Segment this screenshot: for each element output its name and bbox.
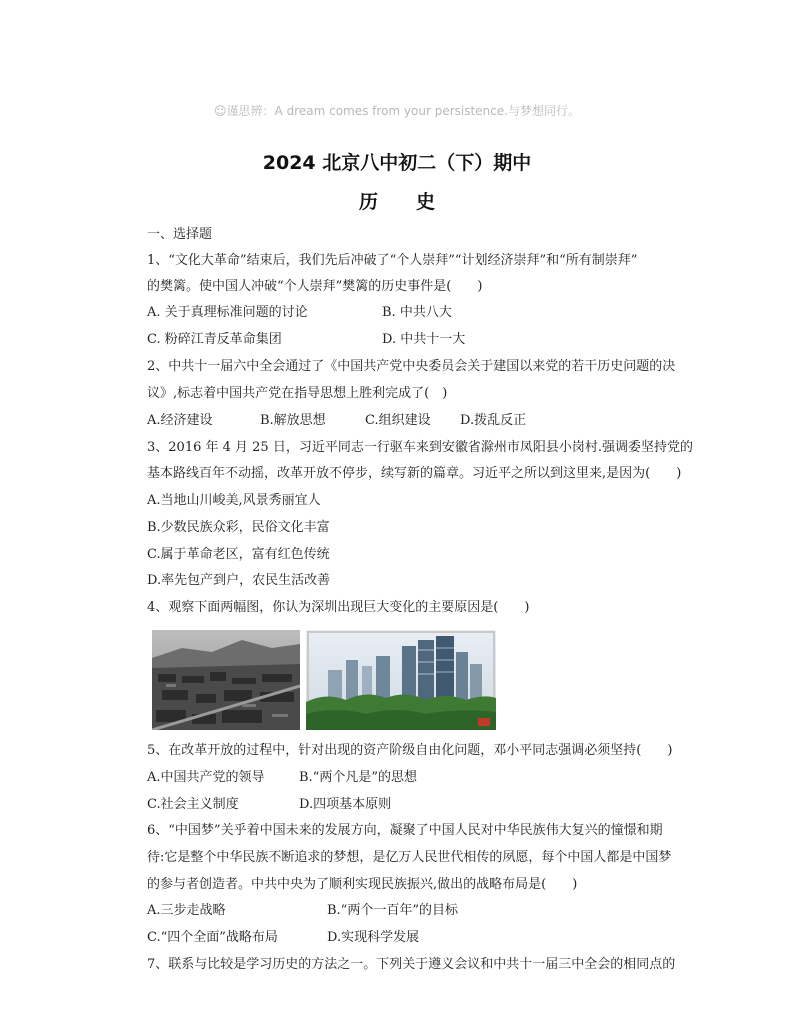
q1-stem-line-1: 1、“文化大革命”结束后，我们先后冲破了“个人崇拜”“计划经济崇拜”和“所有制崇拜” [147, 253, 638, 268]
old-shenzhen-photo [152, 630, 300, 730]
modern-shenzhen-photo-image [306, 630, 496, 730]
q7-stem-line-1: 7、联系与比较是学习历史的方法之一。下列关于遵义会议和中共十一届三中全会的相同点的 [147, 957, 676, 972]
q2-option-c: C.组织建设 [365, 413, 431, 428]
q5-option-b: B.“两个凡是”的思想 [299, 770, 417, 785]
q6-stem-line-3: 的参与者创造者。中共中央为了顺利实现民族振兴,做出的战略布局是( ) [147, 877, 578, 892]
q4-stem: 4、观察下面两幅图，你认为深圳出现巨大变化的主要原因是( ) [147, 600, 530, 615]
q6-stem-line-1: 6、“中国梦”关乎着中国未来的发展方向，凝聚了中国人民对中华民族伟大复兴的憧憬和期 [147, 823, 663, 838]
q3-stem-line-1: 3、2016 年 4 月 25 日，习近平同志一行驱车来到安徽省滁州市凤阳县小岗村.强调委坚持党的 [147, 440, 693, 455]
q6-option-d: D.实现科学发展 [327, 930, 420, 945]
q6-option-c: C.“四个全面”战略布局 [147, 930, 278, 945]
q5-option-d: D.四项基本原则 [299, 797, 392, 812]
q2-stem-line-1: 2、中共十一届六中全会通过了《中国共产党中央委员会关于建国以来党的若干历史问题的决 [147, 359, 676, 374]
q6-option-b: B.“两个一百年”的目标 [327, 903, 458, 918]
q5-option-a: A.中国共产党的领导 [147, 770, 265, 785]
q3-option-a: A.当地山川峻美,风景秀丽宜人 [147, 493, 321, 508]
section-heading: 一、选择题 [147, 227, 213, 242]
q6-stem-line-2: 待:它是整个中华民族不断追求的梦想，是亿万人民世代相传的夙愿，每个中国人都是中国梦 [147, 850, 672, 865]
modern-shenzhen-photo [306, 630, 496, 730]
watermark-text: ☺谨思辨：A dream comes from your persistence.与梦想同行。 [214, 104, 580, 118]
q3-option-b: B.少数民族众彩，民俗文化丰富 [147, 520, 330, 535]
q1-stem-line-2: 的樊篱。使中国人冲破“个人崇拜”樊篱的历史事件是( ) [147, 279, 483, 294]
q2-option-d: D.拨乱反正 [460, 413, 527, 428]
q2-stem-line-2: 议》,标志着中国共产党在指导思想上胜利完成了( ) [147, 386, 448, 401]
q2-option-a: A.经济建设 [147, 413, 213, 428]
subject-title: 历 史 [358, 191, 435, 213]
old-shenzhen-photo-image [152, 630, 300, 730]
q3-stem-line-2: 基本路线百年不动摇，改革开放不停步，续写新的篇章。习近平之所以到这里来,是因为( ) [147, 466, 682, 481]
q1-option-b: B. 中共八大 [382, 305, 452, 320]
page-title: 2024 北京八中初二（下）期中 [262, 152, 532, 174]
q3-option-c: C.属于革命老区，富有红色传统 [147, 547, 330, 562]
q6-option-a: A.三步走战略 [147, 903, 226, 918]
q1-option-d: D. 中共十一大 [382, 332, 466, 347]
q1-option-c: C. 粉碎江青反革命集团 [147, 332, 282, 347]
q5-option-c: C.社会主义制度 [147, 797, 239, 812]
q2-option-b: B.解放思想 [260, 413, 326, 428]
q1-option-a: A. 关于真理标准问题的讨论 [147, 305, 308, 320]
q5-stem: 5、在改革开放的过程中，针对出现的资产阶级自由化问题，邓小平同志强调必须坚持( ) [147, 743, 673, 758]
q3-option-d: D.率先包产到户，农民生活改善 [147, 573, 331, 588]
